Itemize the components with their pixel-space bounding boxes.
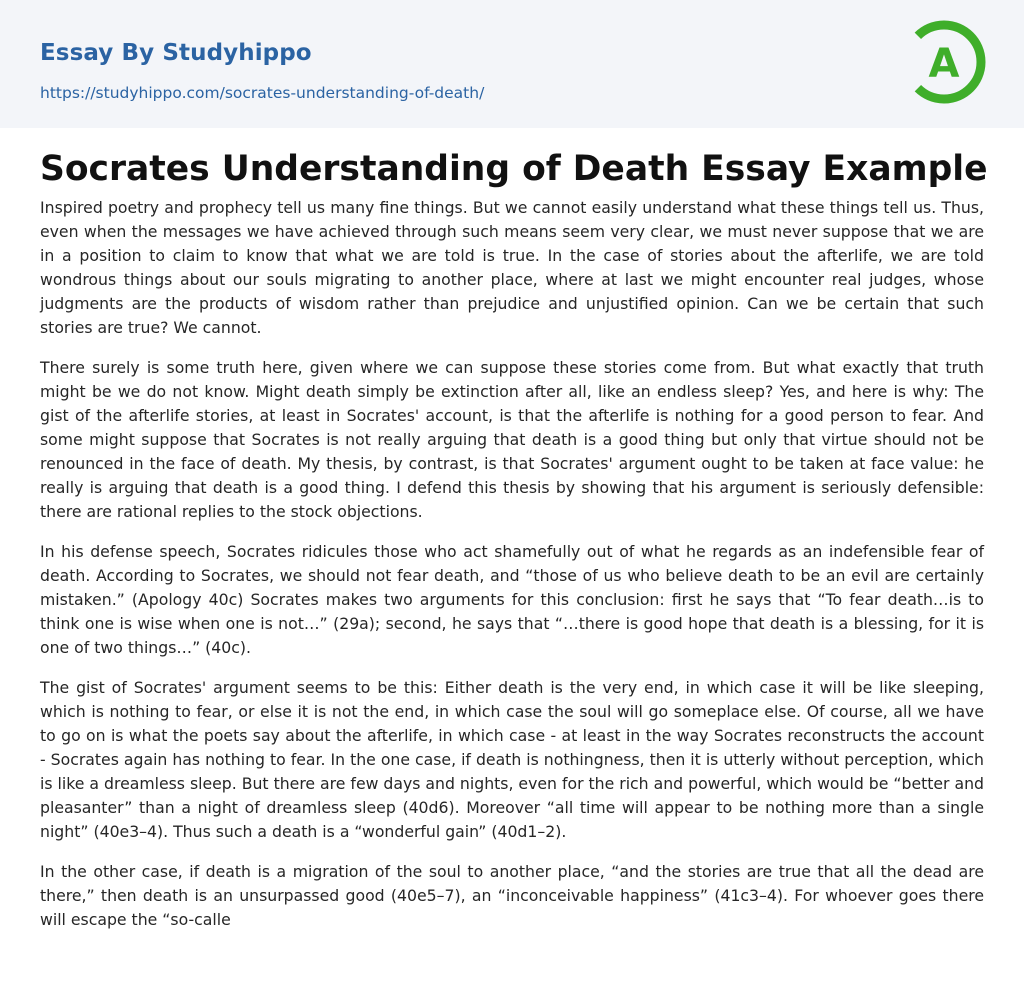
page-title: Socrates Understanding of Death Essay Example xyxy=(40,149,988,189)
paragraph-4: The gist of Socrates' argument seems to be this: Either death is the very end, in which case it will be like sleeping, which is nothing to fear, or else it is not the end, in which case the soul will go someplace else. Of course, all we have to go on is what the poets say about the afterlife, in which case - at least in the way Socrates reconstructs the account - Socrates again has nothing to fear. In the one case, if death is nothingness, then it is utterly without perception, which is like a dreamless sleep. But there are few days and nights, even for the rich and powerful, which would be “better and pleasanter” than a night of dreamless sleep (40d6). Moreover “all time will appear to be nothing more than a single night” (40e3–4). Thus such a death is a “wonderful gain” (40d1–2). xyxy=(40,678,984,841)
paragraph-1: Inspired poetry and prophecy tell us many fine things. But we cannot easily understand what these things tell us. Thus, even when the messages we have achieved through such means seem very clear, we must never suppose that we are in a position to claim to know that what we are told is true. In the case of stories about the afterlife, we are told wondrous things about our souls migrating to another place, where at last we might encounter real judges, whose judgments are the products of wisdom rather than prejudice and unjustified opinion. Can we be certain that such stories are true? We cannot. xyxy=(40,198,984,337)
article xyxy=(0,148,1024,932)
source-url-link[interactable]: https://studyhippo.com/socrates-understanding-of-death/ xyxy=(40,84,485,102)
brand-name[interactable]: Essay By Studyhippo xyxy=(40,40,312,66)
paragraph-3: In his defense speech, Socrates ridicules those who act shamefully out of what he regards as an indefensible fear of death. According to Socrates, we should not fear death, and “those of us who believe death to be an evil are certainly mistaken.” (Apology 40c) Socrates makes two arguments for this conclusion: first he says that “To fear death…is to think one is wise when one is not…” (29a); second, he says that “…there is good hope that death is a blessing, for it is one of two things…” (40c). xyxy=(40,542,984,657)
studyhippo-logo-icon[interactable] xyxy=(912,18,988,106)
paragraph-2: There surely is some truth here, given where we can suppose these stories come from. But what exactly that truth might be we do not know. Might death simply be extinction after all, like an endless sleep? Yes, and here is why: The gist of the afterlife stories, at least in Socrates' account, is that the afterlife is nothing for a good person to fear. And some might suppose that Socrates is not really arguing that death is a good thing but only that virtue should not be renounced in the face of death. My thesis, by contrast, is that Socrates' argument ought to be taken at face value: he really is arguing that death is a good thing. I defend this thesis by showing that his argument is seriously defensible: there are rational replies to the stock objections. xyxy=(40,358,984,521)
site-header xyxy=(0,0,1024,128)
logo-letter: A xyxy=(928,41,960,87)
paragraph-5: In the other case, if death is a migration of the soul to another place, “and the stories are true that all the dead are there,” then death is an unsurpassed good (40e5–7), an “inconceivable happiness” (41c3–4). For whoever goes there will escape the “so-calle xyxy=(40,862,984,929)
